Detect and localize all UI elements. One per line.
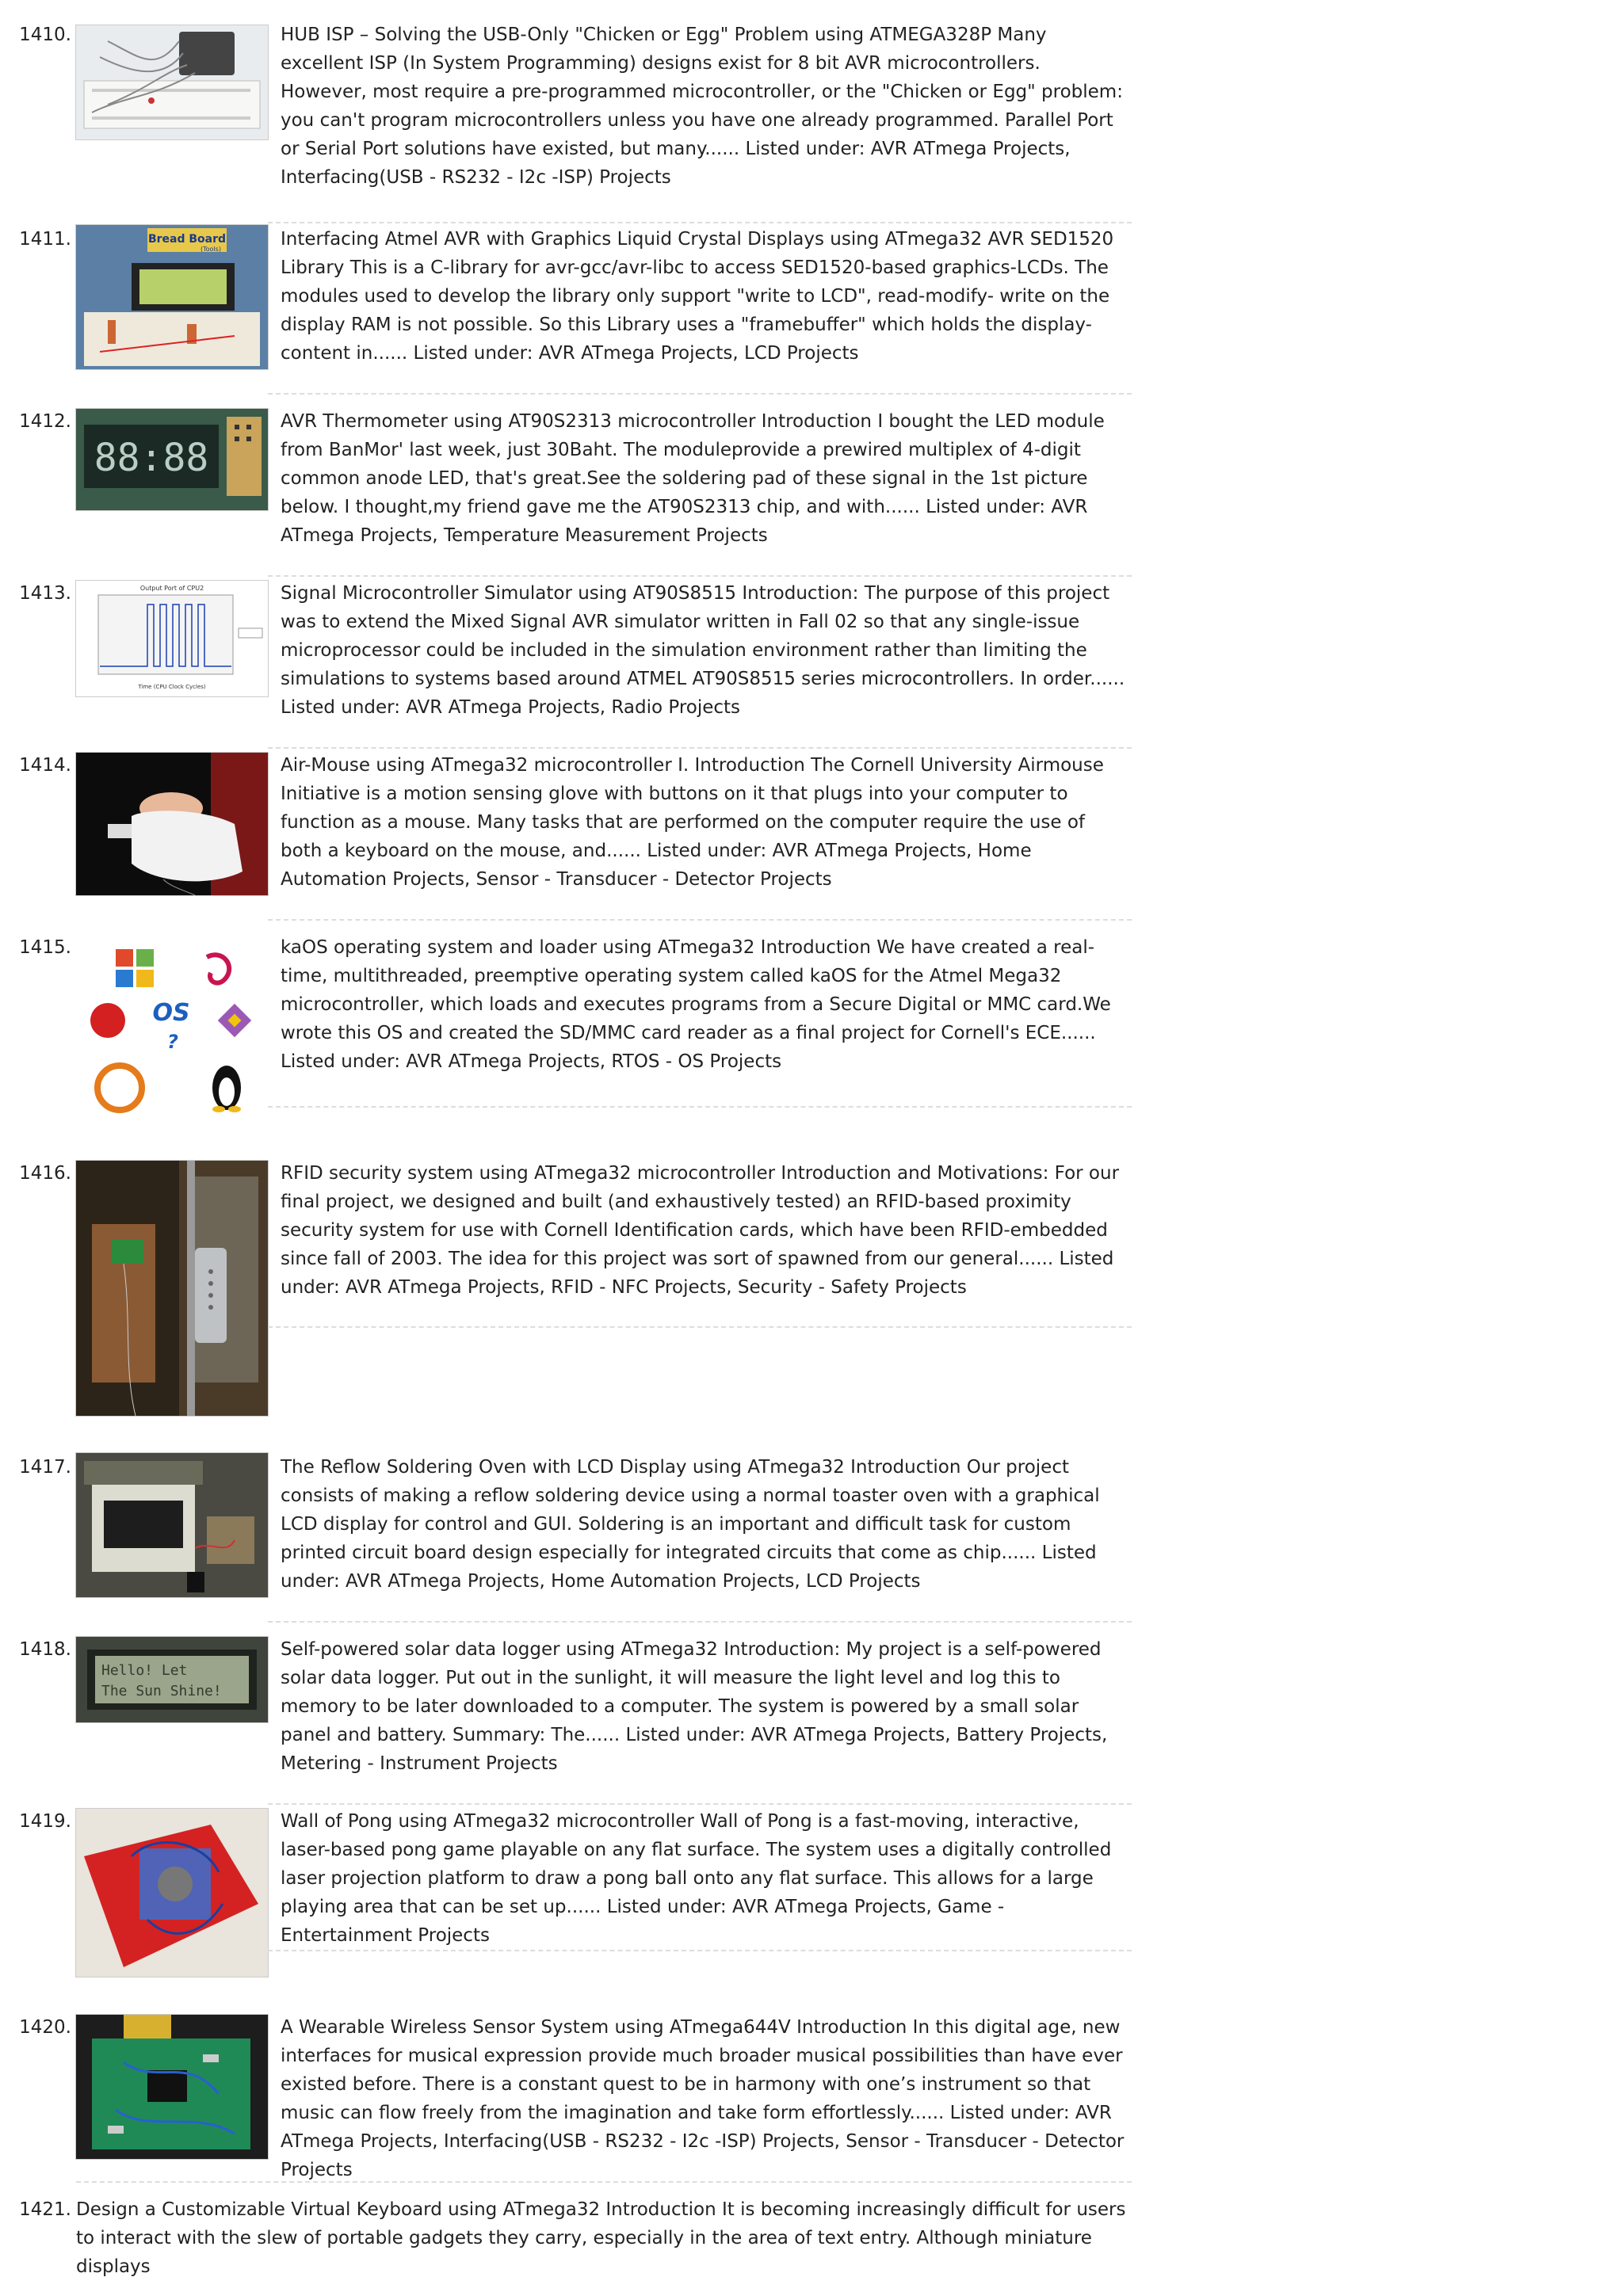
item-description[interactable]: RFID security system using ATmega32 microcontroller Introduction and Motivations: For our final project, we designed and built (and exhaustively tested) an RFID-based proximity security system for use with Cornell Identification cards, which have been RFID-embedded since fall of 2003. The idea for this project was sort of spawned from our general...... Listed under: AVR ATmega Projects, RFID - NFC Projects, Security - Safety Projects [281, 1163, 1120, 1298]
svg-text:?: ? [167, 1031, 178, 1053]
led-thermometer-photo[interactable] [76, 409, 268, 510]
item-number: 1413. [19, 583, 71, 604]
item-description[interactable]: Wall of Pong using ATmega32 microcontroller Wall of Pong is a fast-moving, interactive, laser-based pong game playable on any flat surface. The system uses a digitally controlled laser projection platform to draw a pong ball onto any flat surface. This allows for a large playing area that can be set up...... Listed under: AVR ATmega Projects, Game - Entertainment Projects [281, 1811, 1112, 1946]
item-number: 1410. [19, 25, 71, 45]
item-separator [268, 393, 1132, 395]
solar-logger-lcd-photo[interactable] [76, 1637, 268, 1722]
item-separator [268, 747, 1132, 749]
item-number: 1412. [19, 411, 71, 432]
item-description[interactable]: Interfacing Atmel AVR with Graphics Liquid Crystal Displays using ATmega32 AVR SED1520 Library This is a C-library for avr-gcc/avr-libc to access SED1520-based graphics-LCDs. The modules used to develop the library only support "write to LCD", read-modify- write on the display RAM is not possible. So this Library uses a "framebuffer" which holds the display-content in...... Listed under: AVR ATmega Projects, LCD Projects [281, 229, 1114, 364]
svg-text:OS: OS [152, 999, 190, 1027]
item-separator [268, 575, 1132, 577]
item-number: 1415. [19, 937, 71, 958]
wireless-sensor-board-photo[interactable] [76, 2015, 268, 2159]
waveform-plot-image[interactable] [76, 581, 268, 696]
item-number: 1411. [19, 229, 71, 250]
item-separator [268, 1803, 1132, 1805]
lcd-breadboard-photo[interactable] [76, 225, 268, 369]
item-description[interactable]: Self-powered solar data logger using ATmega32 Introduction: My project is a self-powered solar data logger. Put out in the sunlight, it will measure the light level and log this to memory to be later downloaded to a computer. The system is powered by a small solar panel and battery. Summary: The...... Listed under: AVR ATmega Projects, Battery Projects, Metering - Instrument Projects [281, 1639, 1108, 1774]
item-separator [268, 222, 1132, 223]
rfid-door-photo[interactable] [76, 1161, 268, 1416]
item-description[interactable]: AVR Thermometer using AT90S2313 microcontroller Introduction I bought the LED module from BanMor' last week, just 30Baht. The moduleprovide a prewired multiplex of 4-digit common anode LED, that's great.See the soldering pad of these signal in the 1st picture below. I thought,my friend gave me the AT90S2313 chip, and with...... Listed under: AVR ATmega Projects, Temperature Measurement Projects [281, 411, 1105, 546]
item-separator [268, 919, 1132, 921]
svg-text:Time (CPU Clock Cycles): Time (CPU Clock Cycles) [138, 684, 206, 690]
item-number: 1417. [19, 1457, 71, 1478]
item-description[interactable]: Air-Mouse using ATmega32 microcontroller I. Introduction The Cornell University Airmouse Initiative is a motion sensing glove with buttons on it that plugs into your computer to function as a mouse. Many tasks that are performed on the computer require the use of both a keyboard on the mouse, and...... Listed under: AVR ATmega Projects, Home Automation Projects, Sensor - Transducer - Detector Projects [281, 755, 1104, 890]
item-separator [268, 1326, 1132, 1328]
item-number: 1421. [19, 2199, 71, 2220]
svg-text:Hello! Let: Hello! Let [101, 1662, 188, 1679]
svg-text:(Tools): (Tools) [200, 246, 221, 253]
svg-text:88:88: 88:88 [94, 436, 209, 480]
item-number: 1420. [19, 2017, 71, 2038]
svg-text:Output Port of CPU2: Output Port of CPU2 [139, 585, 204, 592]
item-separator [268, 1106, 1132, 1108]
item-number: 1416. [19, 1163, 71, 1184]
svg-text:The Sun Shine!: The Sun Shine! [101, 1683, 222, 1699]
item-number: 1419. [19, 1811, 71, 1832]
item-separator [268, 1950, 1132, 1951]
item-number: 1418. [19, 1639, 71, 1660]
item-description[interactable]: kaOS operating system and loader using ATmega32 Introduction We have created a real-time, multithreaded, preemptive operating system called kaOS for the Atmel Mega32 microcontroller, which loads and executes programs from a Secure Digital or MMC card.We wrote this OS and created the SD/MMC card reader as a final project for Cornell's ECE...... Listed under: AVR ATmega Projects, RTOS - OS Projects [281, 937, 1111, 1072]
item-separator [268, 1621, 1132, 1623]
air-mouse-glove-photo[interactable] [76, 753, 268, 895]
item-description[interactable]: Design a Customizable Virtual Keyboard using ATmega32 Introduction It is becoming increasingly difficult for users to interact with the slew of portable gadgets they carry, especially in the area of text entry. Although miniature displays [76, 2199, 1126, 2277]
item-description[interactable]: HUB ISP – Solving the USB-Only "Chicken or Egg" Problem using ATMEGA328P Many excellent ISP (In System Programming) designs exist for 8 bit AVR microcontrollers. However, most require a pre-programmed microcontroller, or the "Chicken or Egg" problem: you can't program microcontrollers unless you have one already programmed. Parallel Port or Serial Port solutions have existed, but many...... Listed under: AVR ATmega Projects, Interfacing(USB - RS232 - I2c -ISP) Projects [281, 25, 1123, 188]
item-description[interactable]: Signal Microcontroller Simulator using AT90S8515 Introduction: The purpose of this project was to extend the Mixed Signal AVR simulator written in Fall 02 so that any single-issue microprocessor could be included in the simulation environment rather than limiting the simulations to systems based around ATMEL AT90S8515 series microcontrollers. In order...... Listed under: AVR ATmega Projects, Radio Projects [281, 583, 1125, 718]
reflow-oven-photo[interactable] [76, 1453, 268, 1597]
item-separator [76, 2181, 1132, 2183]
item-description[interactable]: The Reflow Soldering Oven with LCD Display using ATmega32 Introduction Our project consists of making a reflow soldering device using a normal toaster oven with a graphical LCD display for control and GUI. Soldering is an important and difficult task for custom printed circuit board design especially for integrated circuits that come as chip...... Listed under: AVR ATmega Projects, Home Automation Projects, LCD Projects [281, 1457, 1100, 1592]
os-logos-image[interactable] [76, 933, 268, 1123]
breadboard-isp-photo[interactable] [76, 25, 268, 139]
pong-laser-photo[interactable] [76, 1809, 268, 1977]
svg-text:Bread Board: Bread Board [147, 233, 227, 246]
item-number: 1414. [19, 755, 71, 776]
item-description[interactable]: A Wearable Wireless Sensor System using ATmega644V Introduction In this digital age, new interfaces for musical expression provide much broader musical possibilities than have ever existed before. There is a constant quest to be in harmony with one’s instrument so that music can flow freely from the imagination and take form effortlessly...... Listed under: AVR ATmega Projects, Interfacing(USB - RS232 - I2c -ISP) Projects, Sensor - Transducer - Detector Projects [281, 2017, 1125, 2180]
